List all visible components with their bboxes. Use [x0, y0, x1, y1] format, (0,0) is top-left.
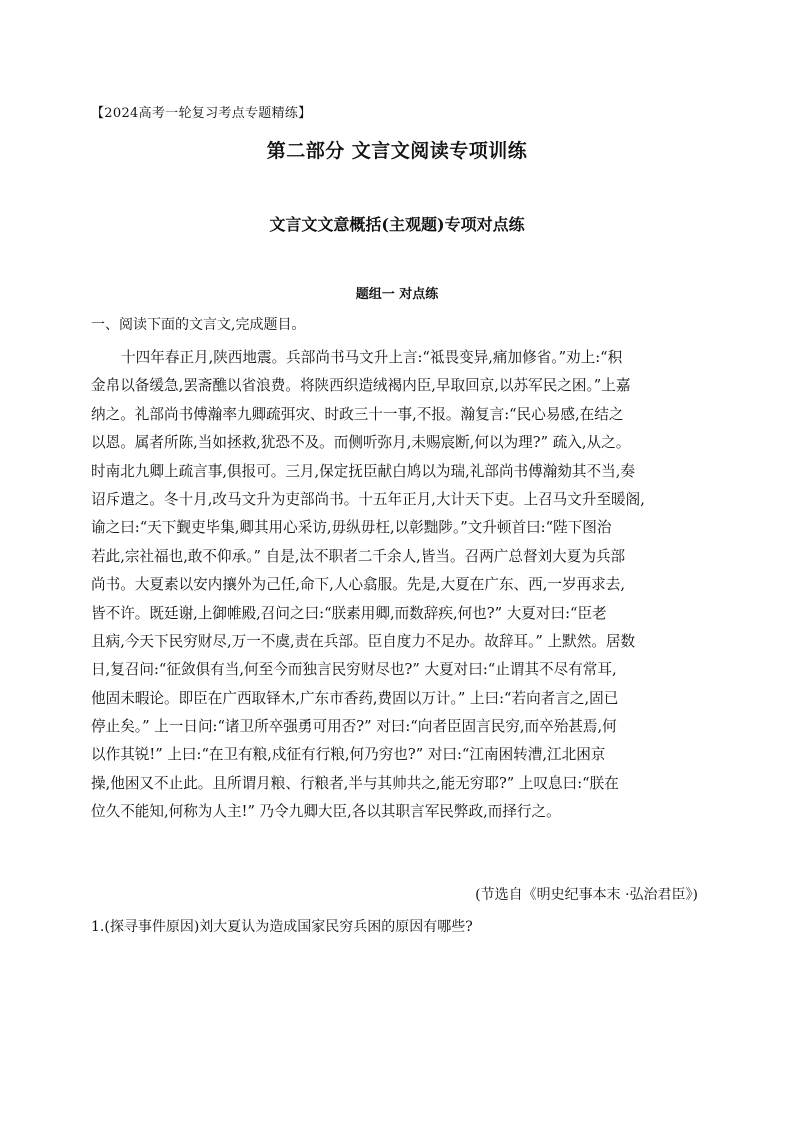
passage-line: 且病,今天下民穷财尽,万一不虞,责在兵部。臣自度力不足办。故辞耳。” 上默然。居数 [91, 632, 636, 650]
passage-line: 若此,宗社福也,敢不仰承。” 自是,汰不职者二千余人,皆当。召两广总督刘大夏为兵部 [91, 547, 626, 565]
passage-line: 日,复召问:“征敛俱有当,何至今而独言民穷财尽也?” 大夏对曰:“止谓其不尽有常耳, [91, 661, 617, 679]
passage-line: 操,他困又不止此。且所谓月粮、行粮者,半与其帅共之,能无穷耶?” 上叹息曰:“朕在 [91, 774, 619, 792]
passage-line: 以恩。属者所陈,当如拯救,犹恐不及。而侧听弥月,未赐宸断,何以为理?” 疏入,从之。 [91, 434, 631, 452]
passage-line: 停止矣。” 上一日问:“诸卫所卒强勇可用否?” 对曰:“向者臣固言民穷,而卒殆甚焉,何 [91, 718, 617, 736]
instruction-text: 一、阅读下面的文言文,完成题目。 [91, 317, 306, 333]
question-1: 1.(探寻事件原因)刘大夏认为造成国家民穷兵困的原因有哪些? [91, 919, 473, 935]
page-title: 第二部分 文言文阅读专项训练 [266, 140, 528, 162]
passage-line: 皆不许。既廷谢,上御帷殿,召问之曰:“朕素用卿,而数辞疾,何也?” 大夏对曰:“臣老 [91, 604, 607, 622]
header-tag: 【2024高考一轮复习考点专题精练】 [91, 106, 312, 121]
page-subtitle: 文言文文意概括(主观题)专项对点练 [269, 215, 525, 234]
classical-passage [91, 344, 703, 827]
passage-line: 尚书。大夏素以安内攘外为己任,命下,人心翕服。先是,大夏在广东、西,一岁再求去, [91, 576, 625, 594]
passage-line: 诏斥遣之。冬十月,改马文升为吏部尚书。十五年正月,大计天下吏。上召马文升至暖阁, [91, 490, 645, 508]
passage-source: (节选自《明史纪事本末 ·弘治君臣》) [475, 887, 698, 903]
passage-line: 金帛以备缓急,罢斋醮以省浪费。将陕西织造绒褐内臣,早取回京,以苏军民之困。”上嘉 [91, 377, 631, 395]
passage-line: 纳之。礼部尚书傅瀚率九卿疏弭灾、时政三十一事,不报。瀚复言:“民心易感,在结之 [91, 405, 624, 423]
passage-line: 以作其锐!” 上曰:“在卫有粮,戍征有行粮,何乃穷也?” 对曰:“江南困转漕,江北困京 [91, 746, 606, 764]
passage-line: 他固未暇论。即臣在广西取铎木,广东市香药,费固以万计。” 上曰:“若向者言之,固已 [91, 689, 619, 707]
passage-line: 谕之曰:“天下觐吏毕集,卿其用心采访,毋纵毋枉,以彰黜陟。”文升顿首曰:“陛下图治 [91, 519, 612, 537]
group-title: 题组一 对点练 [355, 287, 439, 302]
passage-line: 十四年春正月,陕西地震。兵部尚书马文升上言:“祗畏变异,痛加修省。”劝上:“积 [121, 349, 623, 366]
passage-line: 时南北九卿上疏言事,俱报可。三月,保定抚臣献白鸠以为瑞,礼部尚书傅瀚劾其不当,奏 [91, 462, 635, 480]
passage-line: 位久不能知,何称为人主!” 乃令九卿大臣,各以其职言军民弊政,而择行之。 [91, 803, 561, 821]
